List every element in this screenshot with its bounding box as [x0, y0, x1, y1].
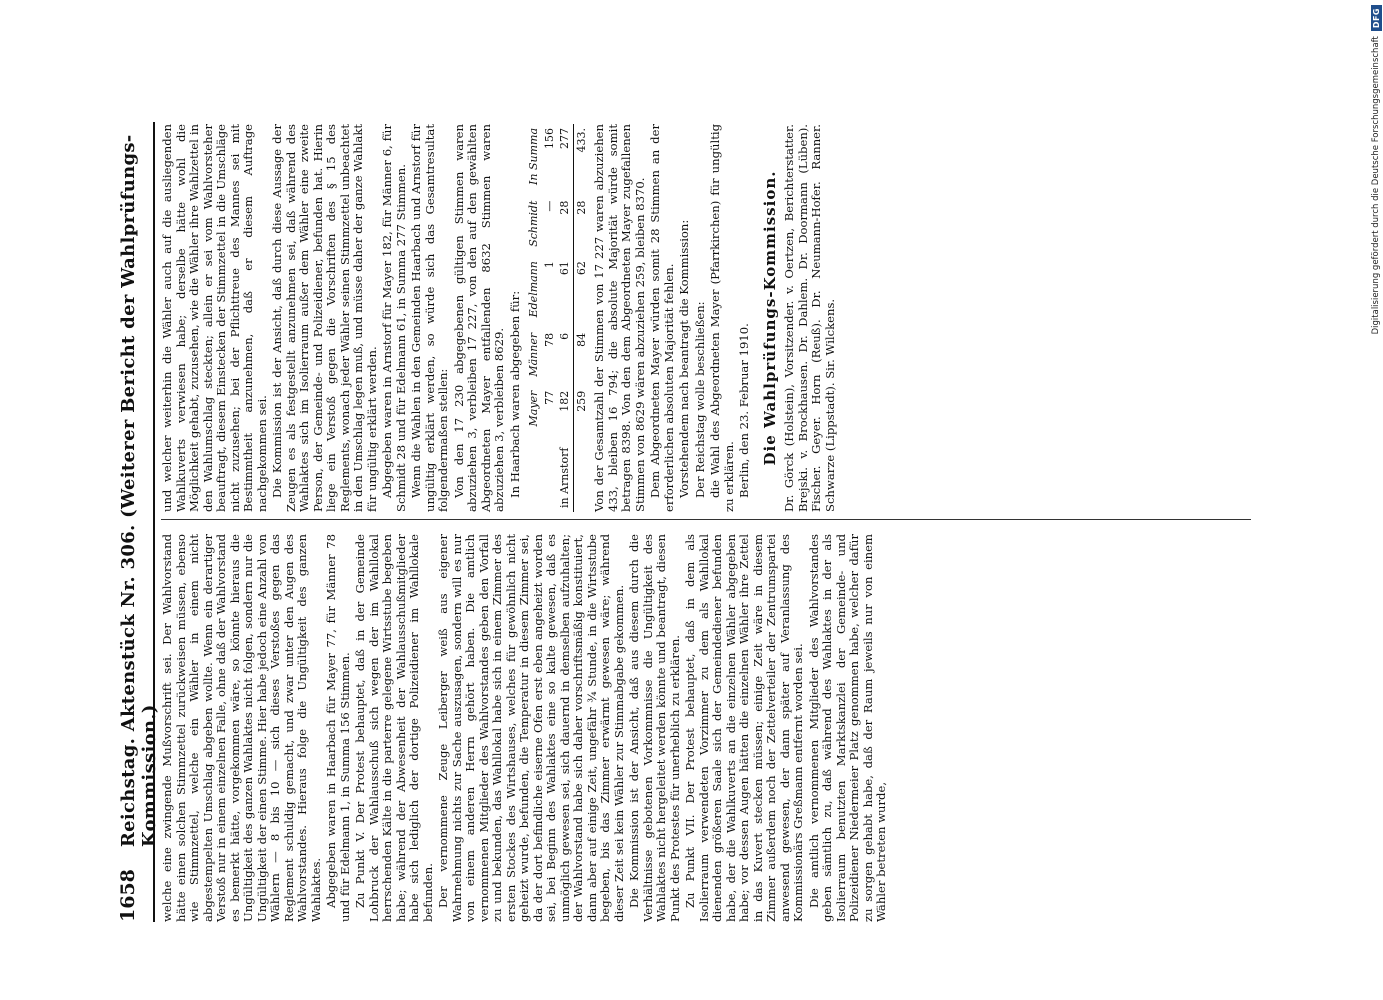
table-cell: 1: [542, 261, 556, 269]
paragraph: Zu Punkt VII. Der Protest behauptet, daß in dem als Isolierraum verwendeten Vorzimmer zu dem als Wahllokal dienenden größeren Saale sich der Gemeindediener befunden habe, der die Wahlkuverts an die einzelnen Wähler abgegeben habe; vor dessen Augen hätten die einzelnen Wähler ihre Zettel in das Kuvert stecken müssen; einige Zeit wäre in diesem Zimmer außerdem noch der Zettelverteiler der Zentrumspartei anwesend gewesen, der dann später auf Veranlassung des Kommissionärs Greßmann entfernt worden sei.: [683, 534, 805, 922]
table-cell: 277: [558, 128, 571, 149]
commission-heading: Die Wahlprüfungs-Kommission.: [760, 170, 779, 466]
table-cell: 6: [558, 332, 571, 340]
paragraph: Der Reichstag wolle beschließen:: [692, 301, 707, 498]
table-cell: 84: [573, 329, 589, 387]
paragraph: Der vernommene Zeuge Leiberger weiß aus eigener Wahrnehmung nichts zur Sache auszusagen, sondern will es nur von einem anderen Herrn gehört haben. Die amtlich vernommenen Mitglieder des Wahlvorstandes geben den Vorfall zu und bekunden, das Wahllokal habe sich in einem Zimmer des ersten Stockes des Wirtshauses, welches für gewöhnlich nicht geheizt wurde, befunden, die Temperatur in diesem Zimmer sei, da der dort befindliche eiserne Ofen erst eben angeheizt worden sei, bei Beginn des Wahlaktes eine so kalte gewesen, daß es unmöglich gewesen sei, sich dauernd in demselben aufzuhalten; der Wahlvorstand habe sich daher vorschriftsmäßig konstituiert, dann aber auf einige Zeit, ungefähr ¾ Stunde, in die Wirtsstube begeben, bis das Zimmer erwärmt gewesen wäre; während dieser Zeit sei kein Wähler zur Stimmabgabe gekommen.: [436, 534, 626, 922]
paragraph: Zu Punkt V. Der Protest behauptet, daß in der Gemeinde Lohbruck der Wahlausschuß sich wegen der im Wahllokal herrschenden Kälte in die parterre gelegene Wirtsstube begeben habe; während der Abwesenheit der Wahlausschußmitglieder habe sich lediglich der dortige Polizeidiener im Wahllokale befunden.: [353, 534, 435, 922]
paragraph: Von den 17 230 abgegebenen gültigen Stimmen waren abzuziehen 3, verbleiben 17 227, von den auf den gewählten Abgeordneten Mayer entfallenden 8632 Stimmen waren abzuziehen 3, verbleiben 8629.: [451, 124, 506, 512]
table-row-label: [542, 436, 558, 512]
table-header-row: [526, 124, 542, 512]
table-header-cell: Schmidt: [527, 200, 540, 247]
motion-text: die Wahl des Abgeordneten Mayer (Pfarrkirchen) für ungültig zu erklären.: [708, 124, 736, 512]
right-column: [161, 124, 1251, 512]
table-cell: 62: [573, 257, 589, 329]
paragraph: Dem Abgeordneten Mayer würden somit 28 Stimmen an der erforderlichen absoluten Majorität fehlen.: [648, 124, 676, 512]
paragraph: Die Kommission ist der Ansicht, daß durch diese Aussage der Zeugen es als festgestellt anzunehmen sei, daß während des Wahlaktes sich im Isolierraum außer dem Wähler eine zweite Person, der Gemeinde- und Polizeidiener, befunden hat. Hierin liege ein Verstoß gegen die Vorschriften des § 15 des Reglements, wonach jeder Wähler seinen Stimmzettel unbeachtet in den Umschlag legen muß, und müsse daher der ganze Wahlakt für ungültig erklärt werden.: [270, 124, 379, 512]
page-number: 1658: [117, 869, 139, 922]
table-header-cell: Männer: [527, 332, 540, 377]
table-cell: 78: [542, 332, 556, 347]
paragraph: Wenn die Wahlen in den Gemeinden Haarbach und Arnstorf für ungültig erklärt werden, so würde sich das Gesamtresultat folgendermaßen stellen:: [409, 124, 450, 512]
credit-text: Digitalisierung gefördert durch die Deutsche Forschungsgemeinschaft: [1371, 36, 1381, 335]
paragraph: In Haarbach waren abgegeben für:: [507, 290, 522, 498]
table-row-label: in Arnstorf: [558, 447, 571, 508]
page-header: [117, 122, 160, 922]
table-cell: 182: [558, 390, 571, 412]
table-header-cell: Edelmann: [527, 261, 540, 318]
paragraph: und welcher weiterhin die Wähler auch auf die ausliegenden Wahlkuverts verwiesen habe; derselbe hätte wohl die Möglichkeit gehabt, zuzusehen, wie die Wähler ihre Wahlzettel in den Wahlumschlag steckten; allein er sei vom Wahlvorsteher beauftragt, diesem Einstecken der Stimmzettel in die Umschläge nicht zuzusehen; bei der Pflichttreue des Mannes sei mit Bestimmtheit anzunehmen, daß er diesem Auftrage nachgekommen sei.: [160, 124, 269, 512]
table-cell: 28: [558, 200, 571, 215]
paragraph: Vorstehendem nach beantragt die Kommission:: [677, 219, 691, 498]
paragraph: Abgegeben waren in Haarbach für Mayer 77, für Männer 78 und für Edelmann 1, in Summa 156 Stimmen.: [324, 534, 352, 922]
table-cell: 28: [573, 197, 589, 258]
table-header-cell: In Summa: [527, 128, 540, 185]
table-row-label: [573, 436, 589, 512]
table-cell: 61: [558, 261, 571, 276]
digitization-credit: [1368, 5, 1383, 995]
table-header-cell: Mayer: [527, 390, 540, 427]
table-cell: 433.: [573, 124, 589, 197]
page-title: Reichstag. Aktenstück Nr. 306. (Weiterer Bericht der Wahlprüfungs-Kommission.): [118, 134, 160, 848]
paragraph: Die Kommission ist der Ansicht, daß aus diesem durch die Verhältnisse gebotenen Vorkommnisse die Ungültigkeit des Wahlaktes nicht hergeleitet werden könnte und beantragt, diesen Punkt des Protestes für unerheblich zu erklären.: [627, 534, 682, 922]
paragraph: Abgegeben waren in Arnstorf für Mayer 182, für Männer 6, für Schmidt 28 und für Edelmann 61, in Summa 277 Stimmen.: [380, 124, 408, 512]
table-cell: 156: [542, 128, 556, 149]
table-row: [542, 124, 558, 512]
paragraph: welche eine zwingende Mußvorschrift sei. Der Wahlvorstand hätte einen solchen Stimmzettel zurückweisen müssen, ebenso wie Stimmzettel, welche ein Wähler in einem nicht abgestempelten Umschlag abgeben wollte. Wenn ein derartiger Verstoß nur in einem einzelnen Falle, ohne daß der Wahlvorstand es bemerkt hätte, vorgekommen wäre, so könnte hieraus die Ungültigkeit des ganzen Wahlaktes nicht folgen, sondern nur die Ungültigkeit der einen Stimme. Hier habe jedoch eine Anzahl von Wählern — 8 bis 10 — sich dieses Verstoßes gegen das Reglement schuldig gemacht, und zwar unter den Augen des Wahlvorstandes. Hieraus folge die Ungültigkeit des ganzen Wahlaktes.: [160, 534, 323, 922]
paragraph: Die amtlich vernommenen Mitglieder des Wahlvorstandes geben sämtlich zu, daß während des Wahlaktes in der als Isolierraum benutzten Marktskanzlei der Gemeinde- und Polizeidiener Niedermeier Platz genommen habe, welcher dafür zu sorgen gehabt habe, daß der Raum jeweils nur von einem Wähler betreten wurde,: [806, 534, 888, 922]
dfg-logo: DFG: [1371, 5, 1382, 31]
table-header-cell: [526, 436, 542, 512]
table-cell: 77: [542, 390, 556, 405]
left-column: [161, 534, 1251, 922]
vote-table: [526, 124, 589, 512]
header-rule: [153, 122, 155, 922]
table-cell: —: [542, 200, 556, 212]
document-page: [115, 112, 1265, 932]
table-total-row: [573, 124, 589, 512]
commission-members: Dr. Görck (Holstein), Vorsitzender. v. Oertzen, Berichterstatter. Brejski. v. Brockhausen. Dr. Dahlem. Dr. Doormann (Lüben). Fischer. Geyer. Horn (Reuß). Dr. Neumann-Hofer. Ranner. Schwarze (Lippstadt). Sir. Wilckens.: [782, 124, 837, 512]
table-row: [557, 124, 573, 512]
column-divider: [161, 519, 1251, 520]
table-cell: 259: [573, 387, 589, 436]
paragraph: Von der Gesamtzahl der Stimmen von 17 227 waren abzuziehen 433, bleiben 16 794; die absolute Majorität würde somit betragen 8398. Von den dem Abgeordneten Mayer zugefallenen Stimmen von 8629 wären abzuziehen 259, bleiben 8370.: [592, 124, 647, 512]
date-line: Berlin, den 23. Februar 1910.: [737, 323, 751, 498]
